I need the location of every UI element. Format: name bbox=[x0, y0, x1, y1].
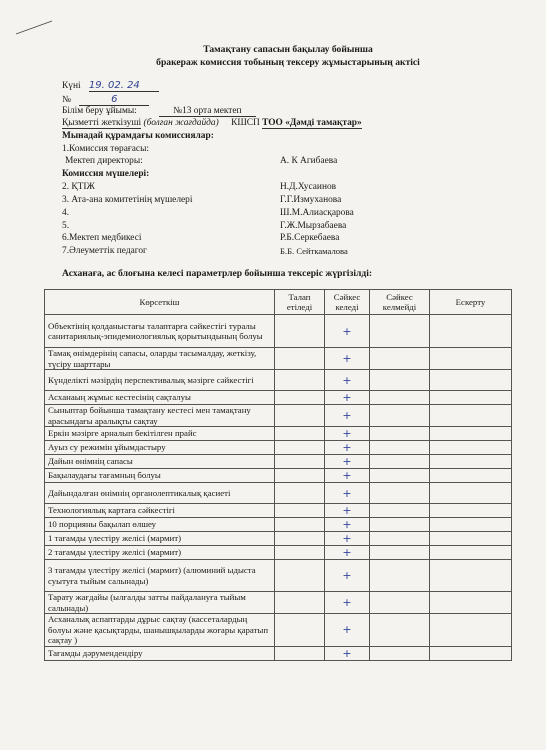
indicator-cell: 3 тағамды үлестіру желісі (мармит) (алюминий ыдыста суытуға тыйым салынады) bbox=[45, 560, 275, 592]
required-cell bbox=[275, 546, 325, 560]
chair-label: 1.Комиссия төрағасы: bbox=[62, 144, 149, 154]
table-row bbox=[45, 348, 512, 370]
table-row bbox=[45, 391, 512, 405]
table-row bbox=[45, 546, 512, 560]
table-row bbox=[45, 315, 512, 348]
match-mark-cell: + bbox=[325, 391, 370, 405]
table-row bbox=[45, 504, 512, 518]
supplier-prefix: КШСП bbox=[231, 118, 260, 128]
match-mark-cell: + bbox=[325, 614, 370, 647]
indicator-cell: Асханалық аспаптарды дұрыс сақтау (кассеталардың болуы және қасықтарды, шанышқыларды жоғары қаратып сақтау ) bbox=[45, 614, 275, 647]
pen-stroke-icon bbox=[14, 18, 54, 38]
member-role: 7.Әлеуметтік педагог bbox=[62, 246, 147, 256]
table-row bbox=[45, 427, 512, 441]
note-cell bbox=[430, 504, 512, 518]
note-cell bbox=[430, 427, 512, 441]
mismatch-cell bbox=[370, 504, 430, 518]
number-label: № bbox=[62, 95, 71, 105]
required-cell bbox=[275, 441, 325, 455]
column-header: Сәйкес келмейді bbox=[370, 290, 430, 315]
table-row bbox=[45, 483, 512, 504]
note-cell bbox=[430, 646, 512, 660]
table-row bbox=[45, 455, 512, 469]
director-role: Мектеп директоры: bbox=[65, 156, 143, 166]
note-cell bbox=[430, 455, 512, 469]
table-row bbox=[45, 518, 512, 532]
match-mark-cell: + bbox=[325, 592, 370, 614]
member-name: Ш.М.Алиасқарова bbox=[280, 208, 354, 218]
mismatch-cell bbox=[370, 315, 430, 348]
mismatch-cell bbox=[370, 405, 430, 427]
note-cell bbox=[430, 441, 512, 455]
note-cell bbox=[430, 315, 512, 348]
members-title: Комиссия мүшелері: bbox=[62, 169, 150, 179]
mismatch-cell bbox=[370, 546, 430, 560]
indicator-cell: Тарату жағдайы (ылғалды затты пайдалануға тыйым салынады) bbox=[45, 592, 275, 614]
match-mark-cell: + bbox=[325, 532, 370, 546]
indicator-cell: Дайындалған өнімнің органолептикалық қасиеті bbox=[45, 483, 275, 504]
table-row bbox=[45, 646, 512, 660]
required-cell bbox=[275, 455, 325, 469]
mismatch-cell bbox=[370, 469, 430, 483]
note-cell bbox=[430, 391, 512, 405]
required-cell bbox=[275, 518, 325, 532]
table-row bbox=[45, 614, 512, 647]
member-name: Г.Г.Измуханова bbox=[280, 195, 342, 205]
mismatch-cell bbox=[370, 348, 430, 370]
indicator-cell: Тағамды дәрумендендіру bbox=[45, 646, 275, 660]
inspection-table bbox=[44, 289, 512, 661]
note-cell bbox=[430, 546, 512, 560]
match-mark-cell: + bbox=[325, 646, 370, 660]
required-cell bbox=[275, 391, 325, 405]
required-cell bbox=[275, 405, 325, 427]
table-row bbox=[45, 441, 512, 455]
date-label: Күні bbox=[62, 81, 81, 91]
note-cell bbox=[430, 614, 512, 647]
note-cell bbox=[430, 405, 512, 427]
match-mark-cell: + bbox=[325, 546, 370, 560]
table-row bbox=[45, 469, 512, 483]
member-name: Р.Б.Серкебаева bbox=[280, 233, 340, 243]
note-cell bbox=[430, 348, 512, 370]
note-cell bbox=[430, 560, 512, 592]
indicator-cell: Ауыз су режимін ұйымдастыру bbox=[45, 441, 275, 455]
indicator-cell: Объектінің қолданыстағы талаптарға сәйкестігі туралы санитариялық-эпидемиологиялық қорытындының болуы bbox=[45, 315, 275, 348]
note-cell bbox=[430, 592, 512, 614]
table-row bbox=[45, 532, 512, 546]
indicator-cell: 1 тағамды үлестіру желісі (мармит) bbox=[45, 532, 275, 546]
required-cell bbox=[275, 483, 325, 504]
indicator-cell: Күнделікті мәзірдің перспективалық мәзірге сәйкестігі bbox=[45, 370, 275, 391]
indicator-cell: Еркін мәзірге арналып бекітілген прайс bbox=[45, 427, 275, 441]
required-cell bbox=[275, 370, 325, 391]
indicator-cell: Тамақ өнімдерінің сапасы, оларды тасымалдау, жеткізу, түсіру шарттары bbox=[45, 348, 275, 370]
mismatch-cell bbox=[370, 455, 430, 469]
mismatch-cell bbox=[370, 370, 430, 391]
date-value: 19. 02. 24 bbox=[89, 80, 159, 92]
indicator-cell: 2 тағамды үлестіру желісі (мармит) bbox=[45, 546, 275, 560]
mismatch-cell bbox=[370, 483, 430, 504]
indicator-cell: Технологиялық картаға сәйкестігі bbox=[45, 504, 275, 518]
mismatch-cell bbox=[370, 391, 430, 405]
match-mark-cell: + bbox=[325, 348, 370, 370]
table-row bbox=[45, 370, 512, 391]
indicator-cell: Бақылаудағы тағамның болуы bbox=[45, 469, 275, 483]
document-subtitle: бракераж комиссия тобының тексеру жұмыстарының актісі bbox=[156, 57, 420, 68]
required-cell bbox=[275, 592, 325, 614]
number-value: 6 bbox=[79, 94, 149, 106]
table-row bbox=[45, 592, 512, 614]
required-cell bbox=[275, 646, 325, 660]
required-cell bbox=[275, 532, 325, 546]
indicator-cell: 10 порцияны бақылап өлшеу bbox=[45, 518, 275, 532]
member-role: 5. bbox=[62, 221, 70, 231]
mismatch-cell bbox=[370, 560, 430, 592]
required-cell bbox=[275, 427, 325, 441]
edu-label: Білім беру ұйымы: bbox=[62, 106, 137, 116]
note-cell bbox=[430, 532, 512, 546]
member-role: 4. bbox=[62, 208, 70, 218]
edu-value: №13 орта мектеп bbox=[159, 106, 255, 117]
note-cell bbox=[430, 370, 512, 391]
mismatch-cell bbox=[370, 614, 430, 647]
director-name: А. К Агибаева bbox=[280, 156, 338, 166]
member-role: 6.Мектеп медбикесі bbox=[62, 233, 142, 243]
member-name: Б.Б. Сейткамалова bbox=[280, 246, 348, 256]
member-name: Г.Ж.Мырзабаева bbox=[280, 221, 347, 231]
commission-title: Мынадай құрамдағы комиссиялар: bbox=[62, 131, 214, 141]
mismatch-cell bbox=[370, 441, 430, 455]
table-header-row bbox=[45, 290, 512, 315]
number-line bbox=[62, 94, 149, 106]
table-row bbox=[45, 560, 512, 592]
required-cell bbox=[275, 614, 325, 647]
match-mark-cell: + bbox=[325, 483, 370, 504]
supplier-label: Қызметті жеткізуші bbox=[62, 118, 142, 128]
column-header: Талап етіледі bbox=[275, 290, 325, 315]
match-mark-cell: + bbox=[325, 441, 370, 455]
note-cell bbox=[430, 518, 512, 532]
indicator-cell: Дайын өнімнің сапасы bbox=[45, 455, 275, 469]
member-role: 3. Ата-ана комитетінің мүшелері bbox=[62, 195, 193, 205]
match-mark-cell: + bbox=[325, 560, 370, 592]
required-cell bbox=[275, 560, 325, 592]
date-line bbox=[62, 80, 159, 92]
mismatch-cell bbox=[370, 518, 430, 532]
indicator-cell: Асханаың жұмыс кестесінің сақталуы bbox=[45, 391, 275, 405]
supplier-note: (болған жағдайда) bbox=[143, 118, 219, 128]
match-mark-cell: + bbox=[325, 518, 370, 532]
column-header: Ескерту bbox=[430, 290, 512, 315]
mismatch-cell bbox=[370, 646, 430, 660]
match-mark-cell: + bbox=[325, 315, 370, 348]
document-title: Тамақтану сапасын бақылау бойынша bbox=[203, 44, 373, 55]
match-mark-cell: + bbox=[325, 405, 370, 427]
column-header: Сәйкес келеді bbox=[325, 290, 370, 315]
mismatch-cell bbox=[370, 592, 430, 614]
note-cell bbox=[430, 483, 512, 504]
mismatch-cell bbox=[370, 427, 430, 441]
note-cell bbox=[430, 469, 512, 483]
section-title: Асханаға, ас блоғына келесі параметрлер бойынша тексеріс жүргізілді: bbox=[62, 268, 373, 279]
match-mark-cell: + bbox=[325, 504, 370, 518]
indicator-cell: Сыныптар бойынша тамақтану кестесі мен тамақтану арасындағы аралықты сақтау bbox=[45, 405, 275, 427]
required-cell bbox=[275, 504, 325, 518]
match-mark-cell: + bbox=[325, 469, 370, 483]
match-mark-cell: + bbox=[325, 370, 370, 391]
supplier-line bbox=[62, 118, 362, 129]
mismatch-cell bbox=[370, 532, 430, 546]
required-cell bbox=[275, 348, 325, 370]
member-role: 2. ҚТІЖ bbox=[62, 182, 95, 192]
column-header: Көрсеткіш bbox=[45, 290, 275, 315]
match-mark-cell: + bbox=[325, 427, 370, 441]
match-mark-cell: + bbox=[325, 455, 370, 469]
supplier-value: ТОО «Дәмді тамақтар» bbox=[262, 118, 362, 128]
required-cell bbox=[275, 469, 325, 483]
member-name: Н.Д.Хусаинов bbox=[280, 182, 337, 192]
edu-line bbox=[62, 106, 256, 117]
required-cell bbox=[275, 315, 325, 348]
table-row bbox=[45, 405, 512, 427]
